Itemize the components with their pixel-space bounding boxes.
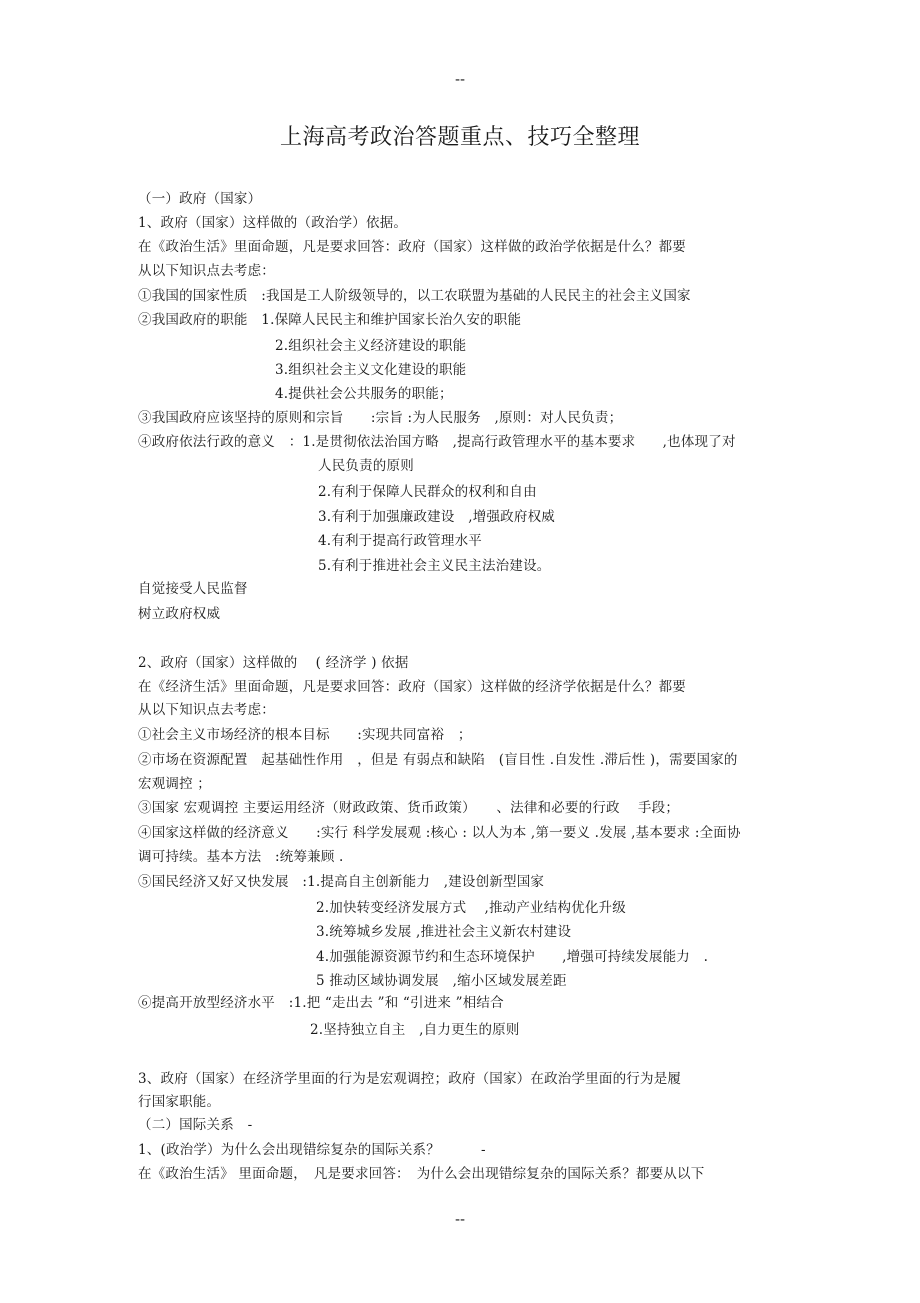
page-footer-mark: -- bbox=[454, 1212, 466, 1228]
section-heading-international: （二）国际关系 - bbox=[138, 1117, 253, 1133]
q1-heading: 1、政府（国家）这样做的（政治学）依据。 bbox=[138, 215, 408, 231]
q1-point-2-item-4: 4.提供社会公共服务的职能； bbox=[275, 386, 453, 402]
q1-extra-2: 树立政府权威 bbox=[138, 606, 221, 622]
q2-point-4-cont: 调可持续。基本方法 :统筹兼顾 . bbox=[138, 849, 344, 865]
q1-point-4-item-1-cont: 人民负责的原则 bbox=[318, 458, 414, 474]
q2-point-3: ③国家 宏观调控 主要运用经济（财政政策、货币政策） 、法律和必要的行政 手段； bbox=[138, 800, 680, 816]
q3-line-2: 行国家职能。 bbox=[138, 1094, 221, 1110]
q2-point-5-item-5: 5 推动区域协调发展 ,缩小区域发展差距 bbox=[316, 973, 567, 989]
q1-intro-line-1: 在《政治生活》里面命题，凡是要求回答：政府（国家）这样做的政治学依据是什么？都要 bbox=[138, 239, 686, 255]
section-heading-government: （一）政府（国家） bbox=[138, 191, 262, 207]
q2-intro-line-2: 从以下知识点去考虑： bbox=[138, 702, 275, 718]
q2-point-2: ②市场在资源配置 起基础性作用 ，但是 有弱点和缺陷 (盲目性 .自发性 .滞后性 )，需要国家的 bbox=[138, 752, 738, 768]
q1-point-1: ①我国的国家性质 :我国是工人阶级领导的，以工农联盟为基础的人民民主的社会主义国家 bbox=[138, 288, 691, 304]
q1-point-4-item-5: 5.有利于推进社会主义民主法治建设。 bbox=[318, 558, 551, 574]
q1-point-2-item-2: 2.组织社会主义经济建设的职能 bbox=[275, 338, 467, 354]
s2-q1-intro-line-1: 在《政治生活》 里面命题， 凡是要求回答： 为什么会出现错综复杂的国际关系？都要从以下 bbox=[138, 1166, 705, 1182]
q1-point-4-item-3: 3.有利于加强廉政建设 ,增强政府权威 bbox=[318, 509, 555, 525]
q2-point-4: ④国家这样做的经济意义 :实行 科学发展观 :核心 : 以人为本 ,第一要义 .发展 ,基本要求 :全面协 bbox=[138, 825, 741, 841]
q1-point-2-item-3: 3.组织社会主义文化建设的职能 bbox=[275, 362, 467, 378]
q1-point-4: ④政府依法行政的意义 ：1.是贯彻依法治国方略 ,提高行政管理水平的基本要求 ,也体现了对 bbox=[138, 434, 736, 450]
q1-point-4-item-4: 4.有利于提高行政管理水平 bbox=[318, 533, 482, 549]
q2-point-5: ⑤国民经济又好又快发展 :1.提高自主创新能力 ,建设创新型国家 bbox=[138, 874, 545, 890]
s2-q1-heading: 1、(政治学）为什么会出现错综复杂的国际关系？ - bbox=[138, 1142, 486, 1158]
q2-point-5-item-2: 2.加快转变经济发展方式 ,推动产业结构优化升级 bbox=[316, 900, 626, 916]
q2-intro-line-1: 在《经济生活》里面命题，凡是要求回答：政府（国家）这样做的经济学依据是什么？都要 bbox=[138, 679, 686, 695]
q1-point-2: ②我国政府的职能 1.保障人民民主和维护国家长治久安的职能 bbox=[138, 312, 522, 328]
q2-point-5-item-4: 4.加强能源资源节约和生态环境保护 ,增强可持续发展能力 . bbox=[316, 949, 709, 965]
q2-heading: 2、政府（国家）这样做的 ( 经济学 ) 依据 bbox=[138, 655, 409, 671]
page-header-mark: -- bbox=[454, 72, 466, 88]
q2-point-1: ①社会主义市场经济的根本目标 :实现共同富裕 ； bbox=[138, 727, 472, 743]
q1-intro-line-2: 从以下知识点去考虑： bbox=[138, 263, 275, 279]
q3-line-1: 3、政府（国家）在经济学里面的行为是宏观调控；政府（国家）在政治学里面的行为是履 bbox=[138, 1071, 682, 1087]
q2-point-6-item-2: 2.坚持独立自主 ,自力更生的原则 bbox=[310, 1022, 520, 1038]
q2-point-6: ⑥提高开放型经济水平 :1.把 “走出去 ”和 “引进来 ”相结合 bbox=[138, 995, 504, 1011]
q1-point-4-item-2: 2.有利于保障人民群众的权利和自由 bbox=[318, 484, 537, 500]
page-title: 上海高考政治答题重点、技巧全整理 bbox=[279, 125, 640, 150]
q1-point-3: ③我国政府应该坚持的原则和宗旨 :宗旨 :为人民服务 ,原则：对人民负责； bbox=[138, 410, 623, 426]
q2-point-2-cont: 宏观调控 ； bbox=[138, 776, 211, 792]
q2-point-5-item-3: 3.统筹城乡发展 ,推进社会主义新农村建设 bbox=[316, 924, 572, 940]
q1-extra-1: 自觉接受人民监督 bbox=[138, 581, 248, 597]
